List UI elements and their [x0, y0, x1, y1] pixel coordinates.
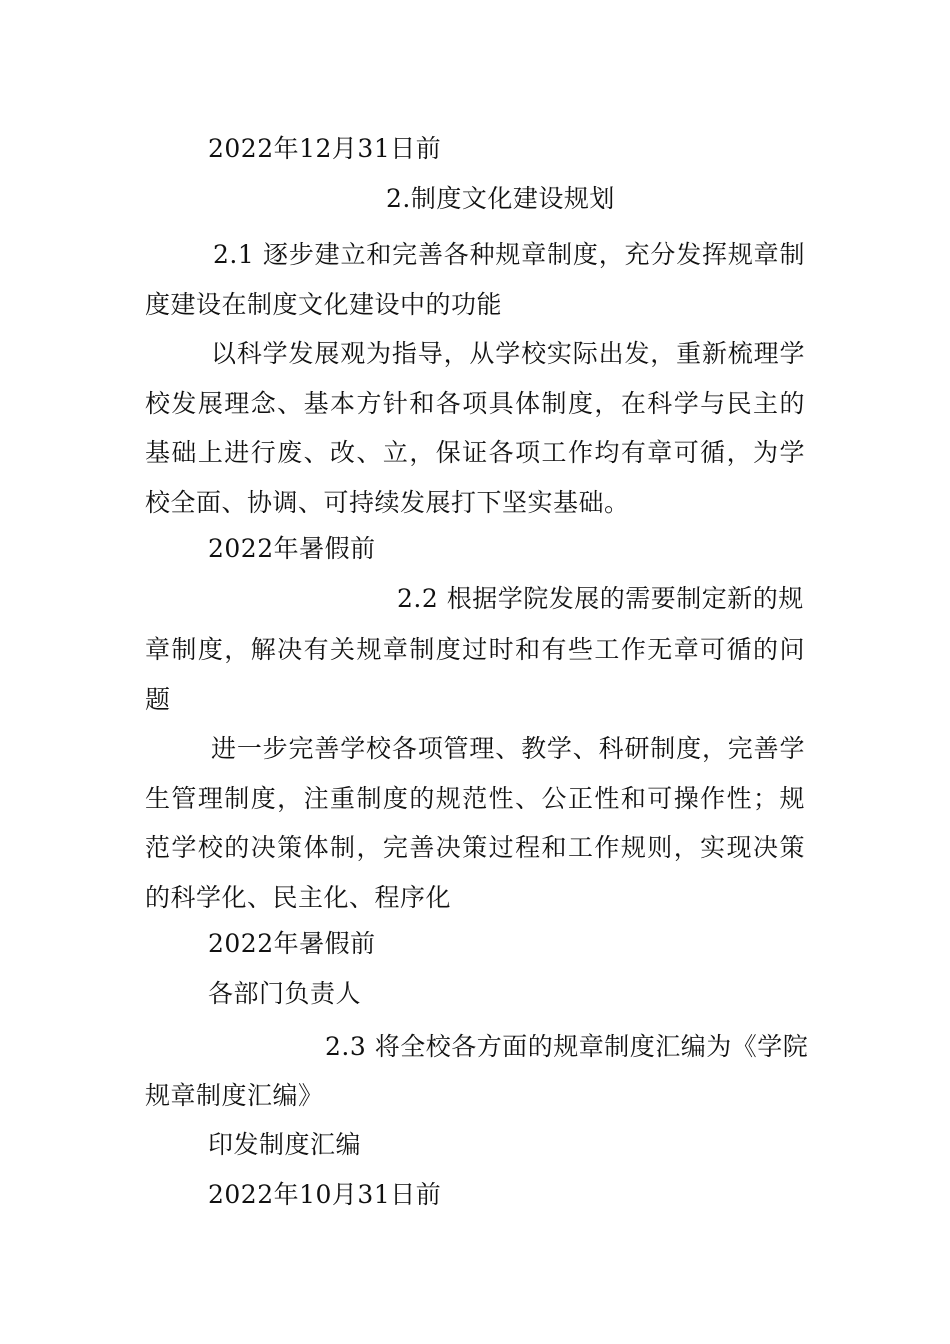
date-line-2: 2022年暑假前: [208, 534, 376, 563]
responsible-party: 各部门负责人: [208, 979, 362, 1008]
item-2-1-body: 以科学发展观为指导，从学校实际出发，重新梳理学校发展理念、基本方针和各项具体制度，在科学与民主的基础上进行废、改、立，保证各项工作均有章可循，为学校全面、协调、可持续发展打下坚实基础。: [145, 339, 805, 517]
date-line-3: 2022年暑假前: [208, 929, 376, 958]
item-2-1-title: 2.1 逐步建立和完善各种规章制度，充分发挥规章制度建设在制度文化建设中的功能: [145, 240, 805, 319]
item-2-3-title-rest: 规章制度汇编》: [145, 1081, 324, 1110]
item-2-2-title-line1: 2.2 根据学院发展的需要制定新的规: [397, 584, 804, 613]
date-line-4: 2022年10月31日前: [208, 1180, 442, 1209]
item-2-3-title-line1: 2.3 将全校各方面的规章制度汇编为《学院: [325, 1032, 809, 1061]
item-2-2-body: 进一步完善学校各项管理、教学、科研制度，完善学生管理制度，注重制度的规范性、公正性和可操作性；规范学校的决策体制，完善决策过程和工作规则，实现决策的科学化、民主化、程序化: [145, 734, 805, 912]
section-heading: 2.制度文化建设规划: [386, 184, 615, 213]
date-line-1: 2022年12月31日前: [208, 134, 442, 163]
item-2-3-action: 印发制度汇编: [208, 1130, 362, 1159]
item-2-2-title-rest: 章制度，解决有关规章制度过时和有些工作无章可循的问题: [145, 635, 805, 714]
